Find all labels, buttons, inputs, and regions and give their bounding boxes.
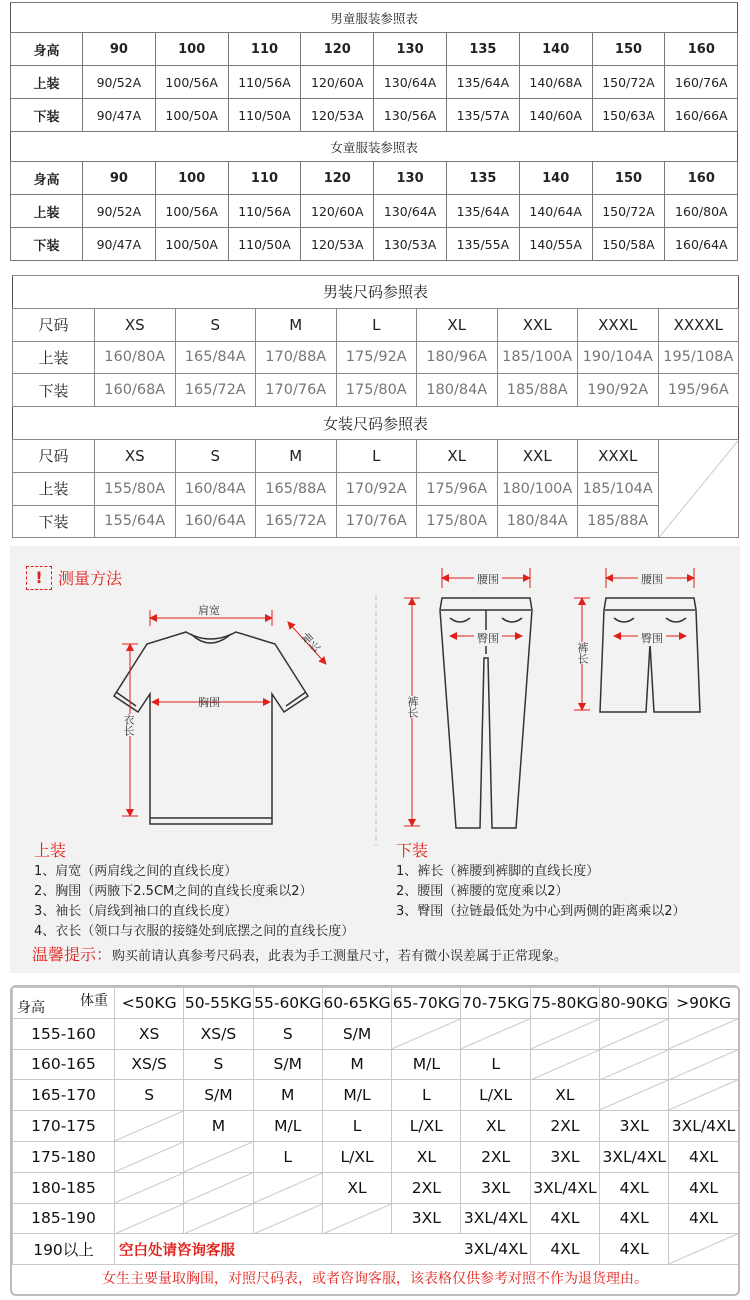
height-header: 110 — [228, 33, 301, 66]
size-cell: XS/S — [184, 1018, 253, 1049]
label-sleeve: 袖长 — [298, 630, 323, 656]
diagonal-line — [531, 1019, 599, 1049]
size-cell: 130/64A — [374, 195, 447, 228]
table-row — [11, 66, 738, 99]
size-cell: 150/63A — [592, 99, 665, 132]
height-header: 130 — [374, 33, 447, 66]
size-cell: 160/80A — [95, 341, 176, 374]
size-cell: S — [253, 1018, 322, 1049]
table-row — [13, 1018, 739, 1049]
table-row — [13, 1141, 739, 1172]
diagonal-line — [600, 1019, 668, 1049]
weight-header: 75-80KG — [530, 988, 599, 1019]
height-label: 身高 — [17, 999, 45, 1016]
size-cell: 165/72A — [175, 374, 256, 407]
tip-text: 购买前请认真参考尺码表，此表为手工测量尺寸，若有微小误差属于正常现象。 — [112, 949, 568, 964]
size-cell: L — [253, 1141, 322, 1172]
diagonal-line — [392, 1019, 460, 1049]
size-cell: 160/80A — [665, 195, 738, 228]
diagonal-line — [184, 1142, 252, 1172]
label-shorts-waist: 腰围 — [638, 571, 666, 587]
size-cell: 185/88A — [578, 505, 659, 538]
size-cell: 135/55A — [446, 228, 519, 261]
size-cell: 4XL — [669, 1141, 738, 1172]
size-cell: 3XL/4XL — [461, 1234, 530, 1265]
empty-cell — [461, 1018, 530, 1049]
weight-label: 体重 — [80, 993, 108, 1009]
warning-icon: ! — [26, 566, 52, 590]
weight-header: 70-75KG — [461, 988, 530, 1019]
empty-cell — [600, 1080, 669, 1111]
size-cell: 170/92A — [336, 472, 417, 505]
height-header: 140 — [519, 162, 592, 195]
size-header: XS — [95, 439, 176, 472]
height-header: 160 — [665, 162, 738, 195]
height-cell: 170-175 — [13, 1111, 115, 1142]
size-cell: 150/58A — [592, 228, 665, 261]
size-cell: 3XL/4XL — [600, 1141, 669, 1172]
label-shorts-length: 裤长 — [576, 642, 589, 664]
header-row — [13, 308, 739, 341]
header-row — [11, 33, 738, 66]
size-cell: S/M — [322, 1018, 391, 1049]
empty-cell — [184, 1203, 253, 1234]
top-item: 1、肩宽（两肩线之间的直线长度） — [34, 864, 238, 879]
height-cell: 160-165 — [13, 1049, 115, 1080]
size-cell: 100/56A — [155, 66, 228, 99]
size-cell: 4XL — [530, 1203, 599, 1234]
size-cell: 110/50A — [228, 99, 301, 132]
height-cell: 155-160 — [13, 1018, 115, 1049]
size-cell: 160/64A — [665, 228, 738, 261]
diagonal-line — [184, 1173, 252, 1203]
size-cell: 175/92A — [336, 341, 417, 374]
size-cell: XL — [461, 1111, 530, 1142]
empty-cell — [184, 1172, 253, 1203]
top-item: 3、袖长（肩线到袖口的直线长度） — [34, 904, 238, 919]
height-cell: 190以上 — [13, 1234, 115, 1265]
size-cell: 155/64A — [95, 505, 176, 538]
row-label: 上装 — [13, 341, 95, 374]
size-cell: L — [322, 1111, 391, 1142]
empty-cell — [669, 1018, 738, 1049]
size-cell: 2XL — [530, 1111, 599, 1142]
size-header: XXL — [497, 308, 578, 341]
size-cell: 160/76A — [665, 66, 738, 99]
size-cell: XS — [115, 1018, 184, 1049]
top-item: 2、胸围（两腋下2.5CM之间的直线长度乘以2） — [34, 884, 313, 899]
weight-header: >90KG — [669, 988, 738, 1019]
row-label: 上装 — [13, 472, 95, 505]
table-title: 女童服装参照表 — [11, 132, 738, 162]
size-cell: 150/72A — [592, 66, 665, 99]
header-row — [11, 162, 738, 195]
size-cell: L/XL — [322, 1141, 391, 1172]
size-cell: 190/92A — [578, 374, 659, 407]
empty-cell — [530, 1049, 599, 1080]
table-row — [11, 195, 738, 228]
title-row — [13, 276, 739, 309]
size-cell: 175/80A — [336, 374, 417, 407]
empty-cell — [392, 1018, 461, 1049]
size-cell: 4XL — [530, 1234, 599, 1265]
size-cell: XS/S — [115, 1049, 184, 1080]
size-cell: 110/56A — [228, 195, 301, 228]
size-cell: 170/76A — [256, 374, 337, 407]
height-header: 100 — [155, 33, 228, 66]
shorts-icon — [600, 598, 700, 712]
size-header: M — [256, 308, 337, 341]
size-cell: 180/84A — [497, 505, 578, 538]
size-cell: 4XL — [669, 1172, 738, 1203]
tip-key: 温馨提示： — [32, 945, 113, 964]
size-cell: 165/84A — [175, 341, 256, 374]
kids-size-table — [10, 2, 738, 261]
size-cell: 100/50A — [155, 228, 228, 261]
size-cell: 155/80A — [95, 472, 176, 505]
height-cell: 180-185 — [13, 1172, 115, 1203]
diagonal-line — [254, 1204, 322, 1234]
diagonal-line — [323, 1204, 391, 1234]
size-cell: 90/52A — [83, 195, 156, 228]
diagonal-line — [115, 1111, 183, 1141]
empty-cell — [184, 1141, 253, 1172]
empty-cell — [115, 1203, 184, 1234]
size-cell: 2XL — [461, 1141, 530, 1172]
header-label: 尺码 — [13, 439, 95, 472]
empty-cell — [669, 1080, 738, 1111]
tshirt-icon — [114, 632, 308, 824]
size-cell: 140/55A — [519, 228, 592, 261]
size-cell: 3XL — [600, 1111, 669, 1142]
table-row — [13, 1234, 739, 1265]
size-cell: L/XL — [392, 1111, 461, 1142]
height-cell: 165-170 — [13, 1080, 115, 1111]
label-chest: 胸围 — [198, 696, 220, 709]
table-title: 男装尺码参照表 — [13, 276, 739, 309]
size-header: XXXXL — [658, 308, 739, 341]
size-cell: 135/64A — [446, 66, 519, 99]
measure-title: 测量方法 — [58, 569, 123, 588]
size-cell: 100/50A — [155, 99, 228, 132]
empty-cell — [322, 1203, 391, 1234]
tip — [32, 942, 567, 965]
size-header: XL — [417, 439, 498, 472]
size-cell: 90/52A — [83, 66, 156, 99]
table-row — [13, 341, 739, 374]
empty-cell — [115, 1111, 184, 1142]
size-cell: S/M — [253, 1049, 322, 1080]
header-label: 尺码 — [13, 308, 95, 341]
bottom-item: 1、裤长（裤腰到裤脚的直线长度） — [396, 864, 600, 879]
size-header: XXL — [497, 439, 578, 472]
row-label: 下装 — [11, 228, 83, 261]
size-cell: 4XL — [600, 1203, 669, 1234]
size-cell: 140/68A — [519, 66, 592, 99]
diagonal-line — [669, 1080, 737, 1110]
empty-cell — [600, 1049, 669, 1080]
size-cell: 3XL/4XL — [669, 1111, 738, 1142]
size-cell: 4XL — [669, 1203, 738, 1234]
size-header: XXXL — [578, 439, 659, 472]
size-cell: 185/100A — [497, 341, 578, 374]
size-cell: M — [253, 1080, 322, 1111]
label-shoulder: 肩宽 — [198, 604, 220, 617]
table-row — [13, 374, 739, 407]
label-pants-length: 裤长 — [406, 696, 419, 718]
size-header: XS — [95, 308, 176, 341]
measurement-guide — [10, 546, 740, 973]
size-cell: 195/96A — [658, 374, 739, 407]
weight-header: <50KG — [115, 988, 184, 1019]
size-cell: 100/56A — [155, 195, 228, 228]
table-row — [13, 1203, 739, 1234]
weight-header: 55-60KG — [253, 988, 322, 1019]
empty-cell — [253, 1172, 322, 1203]
size-cell: M — [322, 1049, 391, 1080]
row-label: 上装 — [11, 195, 83, 228]
table-row — [11, 228, 738, 261]
size-cell: 170/76A — [336, 505, 417, 538]
row-label: 下装 — [11, 99, 83, 132]
corner-cell — [13, 988, 115, 1019]
diagonal-line — [184, 1204, 252, 1234]
size-cell: 3XL — [392, 1203, 461, 1234]
empty-cell — [600, 1018, 669, 1049]
size-header: S — [175, 308, 256, 341]
size-cell: 175/80A — [417, 505, 498, 538]
diagonal-line — [531, 1050, 599, 1080]
size-cell: 165/88A — [256, 472, 337, 505]
diagonal-line — [600, 1050, 668, 1080]
size-cell: XL — [392, 1141, 461, 1172]
size-cell: 3XL/4XL — [461, 1203, 530, 1234]
size-cell: M — [184, 1111, 253, 1142]
size-header: S — [175, 439, 256, 472]
label-shorts-hip: 臀围 — [638, 630, 666, 646]
table-row — [11, 99, 738, 132]
diagonal-line — [600, 1080, 668, 1110]
label-waist: 腰围 — [474, 571, 502, 587]
bottom-item: 3、臀围（拉链最低处为中心到两侧的距离乘以2） — [396, 904, 686, 919]
size-header: L — [336, 439, 417, 472]
header-label: 身高 — [11, 162, 83, 195]
size-cell: 135/57A — [446, 99, 519, 132]
size-cell: 135/64A — [446, 195, 519, 228]
size-cell: 185/88A — [497, 374, 578, 407]
height-header: 150 — [592, 162, 665, 195]
top-item: 4、衣长（领口与衣服的接缝处到底摆之间的直线长度） — [34, 924, 355, 939]
title-row — [11, 132, 738, 162]
weight-header: 80-90KG — [600, 988, 669, 1019]
diagonal-line — [254, 1173, 322, 1203]
table-row — [13, 1172, 739, 1203]
size-cell: 130/53A — [374, 228, 447, 261]
size-cell: 165/72A — [256, 505, 337, 538]
height-cell: 175-180 — [13, 1141, 115, 1172]
height-header: 150 — [592, 33, 665, 66]
height-header: 120 — [301, 162, 374, 195]
size-cell: L — [392, 1080, 461, 1111]
size-cell: 120/60A — [301, 66, 374, 99]
diagonal-line — [461, 1019, 529, 1049]
height-header: 140 — [519, 33, 592, 66]
size-cell: 130/64A — [374, 66, 447, 99]
weight-height-grid — [12, 987, 739, 1265]
empty-cell — [253, 1203, 322, 1234]
size-cell: 180/100A — [497, 472, 578, 505]
size-cell: 175/96A — [417, 472, 498, 505]
empty-cell — [115, 1172, 184, 1203]
size-cell: 140/64A — [519, 195, 592, 228]
size-header: XXXL — [578, 308, 659, 341]
bottom-heading: 下装 — [396, 841, 429, 860]
size-cell: 90/47A — [83, 99, 156, 132]
height-header: 135 — [446, 162, 519, 195]
title-row — [13, 407, 739, 440]
diagonal-line — [115, 1204, 183, 1234]
table-row — [13, 472, 739, 505]
size-cell: 3XL — [530, 1141, 599, 1172]
table-title: 女装尺码参照表 — [13, 407, 739, 440]
weight-header: 50-55KG — [184, 988, 253, 1019]
title-row — [11, 3, 738, 33]
empty-cell — [669, 1049, 738, 1080]
size-cell: 140/60A — [519, 99, 592, 132]
table-row — [13, 1049, 739, 1080]
size-cell: 130/56A — [374, 99, 447, 132]
header-row — [13, 439, 739, 472]
row-label: 下装 — [13, 374, 95, 407]
size-cell: 4XL — [600, 1234, 669, 1265]
height-header: 90 — [83, 162, 156, 195]
adult-size-table — [12, 275, 739, 538]
size-cell: XL — [322, 1172, 391, 1203]
size-cell: 4XL — [600, 1172, 669, 1203]
empty-cell — [530, 1018, 599, 1049]
top-heading: 上装 — [34, 841, 67, 860]
table-row — [13, 505, 739, 538]
size-cell: M/L — [322, 1080, 391, 1111]
height-header: 110 — [228, 162, 301, 195]
height-header: 160 — [665, 33, 738, 66]
height-header: 90 — [83, 33, 156, 66]
weight-height-table — [10, 985, 740, 1296]
diagonal-line — [669, 1050, 737, 1080]
size-cell: 110/56A — [228, 66, 301, 99]
diagonal-line — [669, 1234, 737, 1264]
size-cell: 120/53A — [301, 228, 374, 261]
size-cell: 160/66A — [665, 99, 738, 132]
height-header: 135 — [446, 33, 519, 66]
size-cell: L — [461, 1049, 530, 1080]
size-cell: 150/72A — [592, 195, 665, 228]
size-cell: 3XL — [461, 1172, 530, 1203]
size-header: L — [336, 308, 417, 341]
table-row — [13, 1111, 739, 1142]
row-label: 下装 — [13, 505, 95, 538]
weight-header: 65-70KG — [392, 988, 461, 1019]
header-label: 身高 — [11, 33, 83, 66]
size-cell: 120/53A — [301, 99, 374, 132]
diagonal-line — [669, 1019, 737, 1049]
size-cell: 120/60A — [301, 195, 374, 228]
footer-note: 女生主要量取胸围，对照尺码表，或者咨询客服，该表格仅供参考对照不作为退货理由。 — [102, 1271, 648, 1287]
height-cell: 185-190 — [13, 1203, 115, 1234]
height-header: 120 — [301, 33, 374, 66]
weight-header: 60-65KG — [322, 988, 391, 1019]
size-cell: L/XL — [461, 1080, 530, 1111]
size-cell: 170/88A — [256, 341, 337, 374]
diagonal-line — [115, 1142, 183, 1172]
size-cell: S/M — [184, 1080, 253, 1111]
table-row — [13, 1080, 739, 1111]
row-label: 上装 — [11, 66, 83, 99]
size-cell: S — [184, 1049, 253, 1080]
size-cell: M/L — [253, 1111, 322, 1142]
label-hip: 臀围 — [474, 630, 502, 646]
size-cell: 190/104A — [578, 341, 659, 374]
size-cell: 110/50A — [228, 228, 301, 261]
size-cell: 185/104A — [578, 472, 659, 505]
size-cell: 160/64A — [175, 505, 256, 538]
height-header: 130 — [374, 162, 447, 195]
bottom-item: 2、腰围（裤腰的宽度乘以2） — [396, 884, 569, 899]
size-cell: XL — [530, 1080, 599, 1111]
height-header: 100 — [155, 162, 228, 195]
size-header: M — [256, 439, 337, 472]
size-cell: 160/68A — [95, 374, 176, 407]
empty-cell — [115, 1141, 184, 1172]
diagonal-line — [659, 440, 739, 537]
label-length: 衣长 — [122, 714, 135, 736]
diagonal-line — [115, 1173, 183, 1203]
consult-note: 空白处请咨询客服 — [115, 1234, 461, 1265]
size-cell: 180/84A — [417, 374, 498, 407]
table-title: 男童服装参照表 — [11, 3, 738, 33]
header-row — [13, 988, 739, 1019]
size-cell: 3XL/4XL — [530, 1172, 599, 1203]
size-cell: 195/108A — [658, 341, 739, 374]
empty-cell — [669, 1234, 738, 1265]
size-cell: 160/84A — [175, 472, 256, 505]
size-cell: S — [115, 1080, 184, 1111]
empty-cell — [658, 439, 739, 537]
size-cell: 180/96A — [417, 341, 498, 374]
size-cell: 2XL — [392, 1172, 461, 1203]
size-cell: M/L — [392, 1049, 461, 1080]
size-header: XL — [417, 308, 498, 341]
size-cell: 90/47A — [83, 228, 156, 261]
